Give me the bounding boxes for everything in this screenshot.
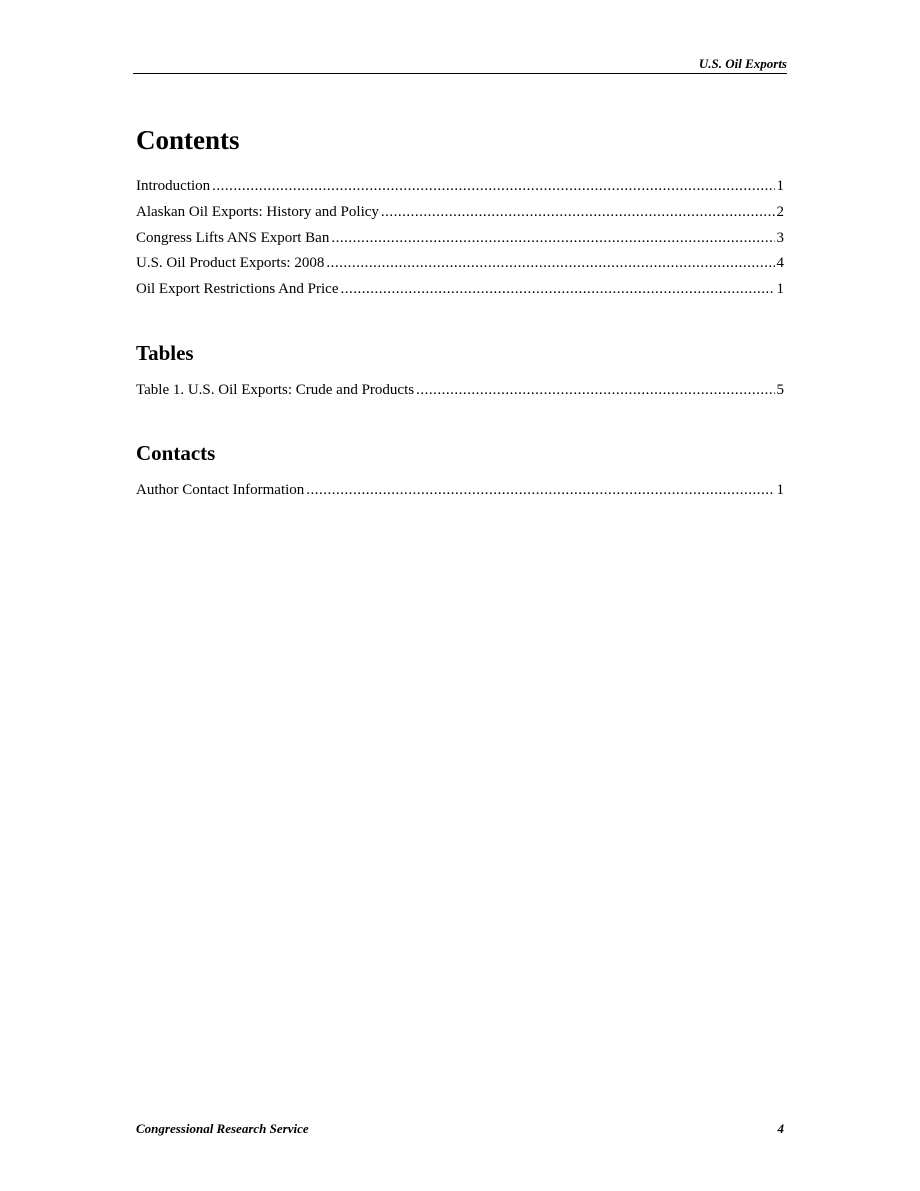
- contents-heading: Contents: [136, 125, 240, 155]
- contacts-heading: Contacts: [136, 441, 216, 465]
- dot-leader: [306, 480, 774, 500]
- contents-list: [136, 176, 784, 305]
- toc-entry-title[interactable]: Introduction: [136, 178, 211, 194]
- toc-entry-alaskan-oil-exports[interactable]: [136, 202, 784, 228]
- dot-leader: [416, 380, 774, 400]
- toc-entry-title[interactable]: U.S. Oil Product Exports: 2008: [136, 255, 325, 272]
- toc-entry-title[interactable]: Author Contact Information: [136, 482, 305, 498]
- toc-entry-title[interactable]: Congress Lifts ANS Export Ban: [136, 229, 330, 246]
- footer-page-number: 4: [777, 1121, 784, 1136]
- dot-leader: [212, 176, 774, 196]
- footer-publisher: Congressional Research Service: [136, 1121, 309, 1136]
- toc-entry-congress-lifts-ban[interactable]: [136, 228, 784, 254]
- running-header: U.S. Oil Exports: [133, 56, 787, 74]
- toc-entry-page[interactable]: 3: [776, 229, 784, 246]
- toc-entry-page[interactable]: 1: [776, 482, 784, 498]
- dot-leader: [381, 202, 775, 222]
- toc-entry-page[interactable]: 1: [776, 281, 784, 298]
- dot-leader: [331, 228, 774, 248]
- toc-entry-page[interactable]: 4: [776, 255, 784, 272]
- toc-entry-title[interactable]: Alaskan Oil Exports: History and Policy: [136, 203, 379, 220]
- contacts-list: [136, 480, 784, 506]
- toc-entry-author-contact[interactable]: [136, 480, 784, 506]
- toc-entry-export-restrictions-price[interactable]: [136, 279, 784, 305]
- dot-leader: [340, 279, 774, 299]
- toc-entry-page[interactable]: 1: [776, 178, 784, 194]
- toc-entry-product-exports-2008[interactable]: [136, 253, 784, 279]
- dot-leader: [326, 253, 774, 273]
- toc-entry-title[interactable]: Table 1. U.S. Oil Exports: Crude and Products: [136, 382, 415, 398]
- toc-entry-introduction[interactable]: [136, 176, 784, 202]
- toc-entry-table-1[interactable]: [136, 380, 784, 406]
- toc-entry-page[interactable]: 5: [776, 382, 784, 398]
- tables-heading: Tables: [136, 341, 194, 365]
- tables-list: [136, 380, 784, 406]
- toc-entry-page[interactable]: 2: [776, 203, 784, 220]
- toc-entry-title[interactable]: Oil Export Restrictions And Price: [136, 281, 339, 298]
